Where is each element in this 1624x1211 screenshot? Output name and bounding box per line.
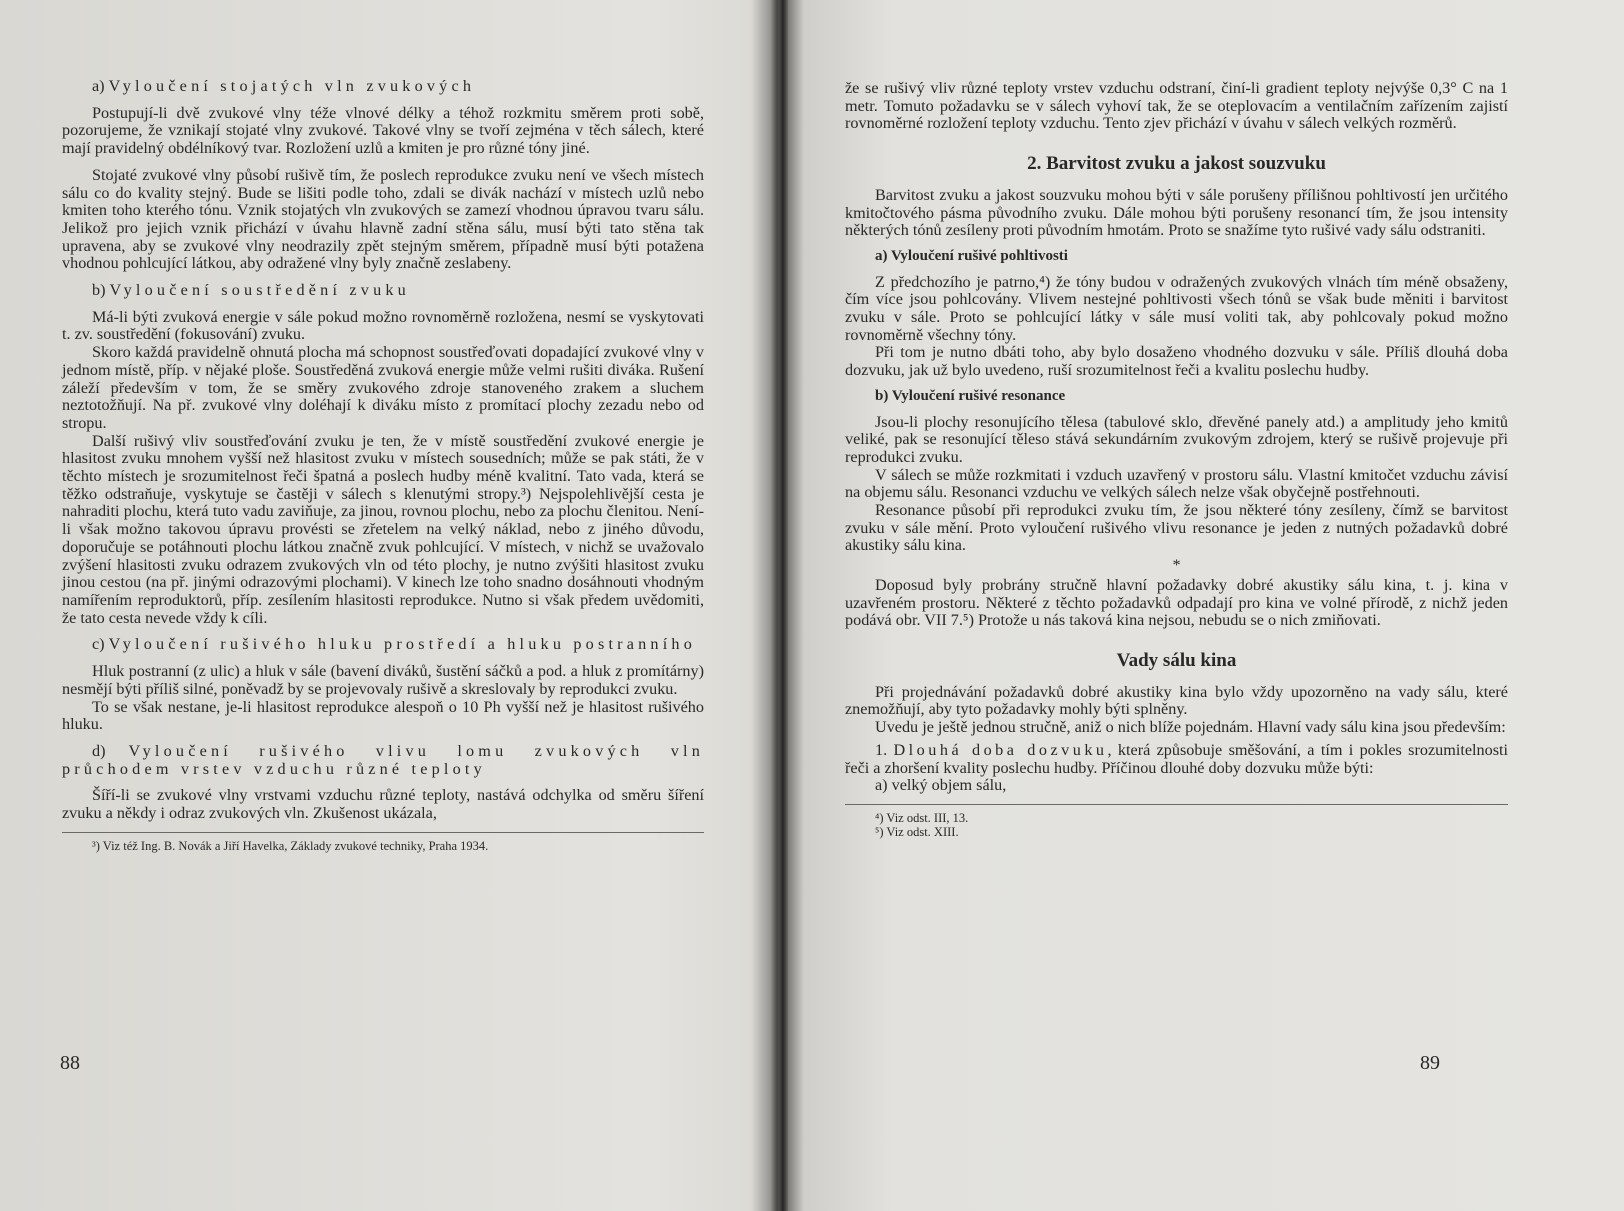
page-number: 88 xyxy=(60,1052,80,1074)
footnote: ³) Viz též Ing. B. Novák a Jiří Havelka, Základy zvukové techniky, Praha 1934. xyxy=(92,838,489,853)
paragraph: Postupují-li dvě zvukové vlny téže vlnové délky a téhož rozkmitu směrem proti sobě, pozorujeme, že vznikají stojaté vlny zvukové. Takové vlny se tvoří zejména v těch sálech, které mají pravidelný obdélníkový tvar. Rozložení uzlů a kmiten je pro různé tóny jiné. xyxy=(62,103,704,158)
section-c-heading xyxy=(62,636,704,654)
right-text-column xyxy=(845,80,1508,839)
paragraph: Další rušivý vliv soustřeďování zvuku je ten, že v místě soustředění zvukové energie je hlasitost zvuku mnohem vyšší než hlasitost zvuku v místech sousedních; může se pak státi, že v těchto místech je srozumitelnost řeči špatná a poslech hudby méně kvalitní. Tato vada, která se těžko odstraňuje, vyskytuje se častěji v sálech s klenutými stropy.³) Nejspolehlivější cesta je nahraditi plochu, která tuto vadu zaviňuje, za jinou, rovnou plochu, nebo za plochu členitou. Není-li však možno takovou úpravu provésti se zřetelem na velký náklad, nebo z jiného důvodu, doporučuje se potáhnouti plochu látkou značně zvuk pohlcující. V místech, v nichž se uvažovalo zvýšení hlasitosti zvuku odrazem zvukových vln od této plochy, je nutno zvýšiti hlasitost zvuku jinou cestou (na př. jinými odrazovými plochami). V kinech lze toho snadno dosáhnouti vhodným namířením reproduktorů, příp. zesílením hlasitosti reprodukce. Nutno si však předem uvědomiti, že tato cesta nevede vždy k cíli. xyxy=(62,431,704,627)
list-item-title: Dlouhá doba dozvuku xyxy=(893,740,1108,759)
list-item-text: , která způsobuje směšování, a tím i pokles srozumitelnosti řeči a zhoršení kvality poslechu hudby. Příčinou dlouhé doby dozvuku může býti: xyxy=(845,740,1508,777)
section-a-title: Vyloučení stojatých vln zvukových xyxy=(108,77,476,95)
left-page xyxy=(0,0,780,1211)
subsection-heading: a) Vyloučení rušivé pohltivosti xyxy=(875,247,1068,264)
section-b-heading xyxy=(62,282,704,300)
section-b-title: Vyloučení soustředění zvuku xyxy=(109,281,410,300)
left-text-column xyxy=(62,78,704,853)
page-number: 89 xyxy=(1420,1052,1440,1074)
paragraph: Uvedu je ještě jednou stručně, aniž o nich blíže pojednám. Hlavní vady sálu kina jsou především: xyxy=(875,718,1506,737)
section-a-label: a) xyxy=(92,77,109,95)
paragraph: V sálech se může rozkmitati i vzduch uzavřený v prostoru sálu. Vlastní kmitočet vzduchu závisí na objemu sálu. Resonanci vzduchu ve velkých sálech nelze však obyčejně postřehnouti. xyxy=(845,465,1508,502)
book-spine xyxy=(752,0,788,1211)
section-heading: 2. Barvitost zvuku a jakost souzvuku xyxy=(1027,153,1326,175)
section-separator: * xyxy=(1172,556,1181,575)
paragraph: Jsou-li plochy resonujícího tělesa (tabulové sklo, dřevěné panely atd.) a amplitudy jeho kmitů veliké, pak se resonující těleso stává sekundárním zvukovým zdrojem, který se rušivě projevuje při reprodukci zvuku. xyxy=(845,412,1508,466)
paragraph: Barvitost zvuku a jakost souzvuku mohou býti v sále porušeny přílišnou pohltivostí jen určitého kmitočtového pásma původního zvuku. Dále mohou býti porušeny resonancí tím, že jsou intensity některých tónů zesíleny proti původním hmotám. Proto se snažíme tyto rušivé vady sálu odstraniti. xyxy=(845,185,1508,240)
paragraph: Při projednávání požadavků dobré akustiky kina bylo vždy upozorněno na vady sálu, které znemožňují, aby tyto požadavky mohly býti splněny. xyxy=(845,682,1508,719)
paragraph: Hluk postranní (z ulic) a hluk v sále (bavení diváků, šustění sáčků a pod. a hluk z promítárny) nesmějí býti příliš silné, poněvadž by se projevovaly rušivě a skreslovaly by reprodukci zvuku. xyxy=(62,662,704,698)
section-d-title: Vyloučení rušivého vlivu lomu zvukových vln průchodem vrstev vzduchu různé teploty xyxy=(62,741,704,778)
list-number: 1. xyxy=(875,740,894,759)
paragraph: že se rušivý vliv různé teploty vrstev vzduchu odstraní, činí-li gradient teploty nejvýše 0,3° C na 1 metr. Tomuto požadavku se v sálech vyhoví tak, že se oteplovacím a ventilačním zařízením zajistí rovnoměrné rozložení teploty vzduchu. Tento zjev přichází v úvahu v sálech velkých rozměrů. xyxy=(845,79,1508,133)
paragraph: Šíří-li se zvukové vlny vrstvami vzduchu různé teploty, nastává odchylka od směru šíření zvuku a někdy i odraz zvukových vln. Zkušenost ukázala, xyxy=(62,786,704,823)
footnote-rule xyxy=(845,804,1508,805)
section-heading: Vady sálu kina xyxy=(1116,649,1237,671)
paragraph: To se však nestane, je-li hlasitost reprodukce alespoň o 10 Ph vyšší než je hlasitost rušivého hluku. xyxy=(62,697,704,734)
list-item xyxy=(845,742,1508,777)
right-page xyxy=(790,0,1624,1211)
section-b-label: b) xyxy=(92,281,110,300)
paragraph: Má-li býti zvuková energie v sále pokud možno rovnoměrně rozložena, nesmí se vyskytovati t. zv. soustředění (fokusování) zvuku. xyxy=(62,307,704,344)
footnote: ⁴) Viz odst. III, 13. xyxy=(875,810,969,825)
subsection-heading: b) Vyloučení rušivé resonance xyxy=(875,387,1066,404)
section-a-heading xyxy=(62,78,704,96)
footnote: ⁵) Viz odst. XIII. xyxy=(875,824,959,839)
paragraph: Z předchozího je patrno,⁴) že tóny budou v odražených zvukových vlnách tím méně obsaženy, čím více jsou pohlcovány. Vlivem nestejné pohltivosti všech tónů se však bude měniti i barvitost zvuku v sále. Proto se pohlcující látky v sále musí voliti tak, aby pohlcovaly pokud možno rovnoměrně všechny tóny. xyxy=(845,272,1508,344)
paragraph: Doposud byly probrány stručně hlavní požadavky dobré akustiky sálu kina, t. j. kina v uzavřeném prostoru. Některé z těchto požadavků odpadají pro kina ve volné přírodě, z nichž jeden podává obr. VII 7.⁵) Protože u nás taková kina nejsou, nebudu se o nich zmiňovati. xyxy=(845,575,1508,630)
paragraph: Stojaté zvukové vlny působí rušivě tím, že poslech reprodukce zvuku není ve všech místech sálu co do kvality stejný. Bude se lišiti podle toho, zdali se divák nachází v místech uzlů nebo kmiten toho kterého tónu. Vznik stojatých vln zvukových se zamezí vhodnou úpravou tvaru sálu. Jelikož pro jejich vznik přichází v úvahu hlavně zadní stěna sálu, musí býti tato stěna tak upravena, aby se zvukové vlny neodrazily zpět stejným směrem, případně musí býti potažena vhodnou pohlcující látkou, aby odražené vlny byly značně zeslabeny. xyxy=(62,165,704,273)
section-d-label: d) xyxy=(92,741,129,760)
section-c-title: Vyloučení rušivého hluku prostředí a hluku postranního xyxy=(108,635,696,654)
section-d-heading xyxy=(62,743,704,778)
section-c-label: c) xyxy=(92,635,109,654)
paragraph: Při tom je nutno dbáti toho, aby bylo dosaženo vhodného dozvuku v sále. Příliš dlouhá doba dozvuku, jak už bylo uvedeno, ruší srozumitelnost řeči a kvalitu poslechu hudby. xyxy=(845,343,1508,380)
paragraph: Resonance působí při reprodukci zvuku tím, že jsou některé tóny zesíleny, čímž se barvitost zvuku v sále mění. Proto vyloučení rušivého vlivu resonance je jeden z nutných požadavků dobré akustiky sálu kina. xyxy=(845,501,1508,555)
list-subitem: a) velký objem sálu, xyxy=(875,776,1007,795)
paragraph: Skoro každá pravidelně ohnutá plocha má schopnost soustřeďovati dopadající zvukové vlny v jednom místě, příp. v nějaké ploše. Soustředěná zvuková energie může velmi rušiti diváka. Rušení záleží především v tom, že se směry zvukového zdroje stanoveného zrakem a sluchem neztotožňují. Na př. zvukové vlny doléhají k diváku místo z promítací plochy zezadu nebo od stropu. xyxy=(62,343,704,432)
footnote-rule xyxy=(62,832,704,833)
